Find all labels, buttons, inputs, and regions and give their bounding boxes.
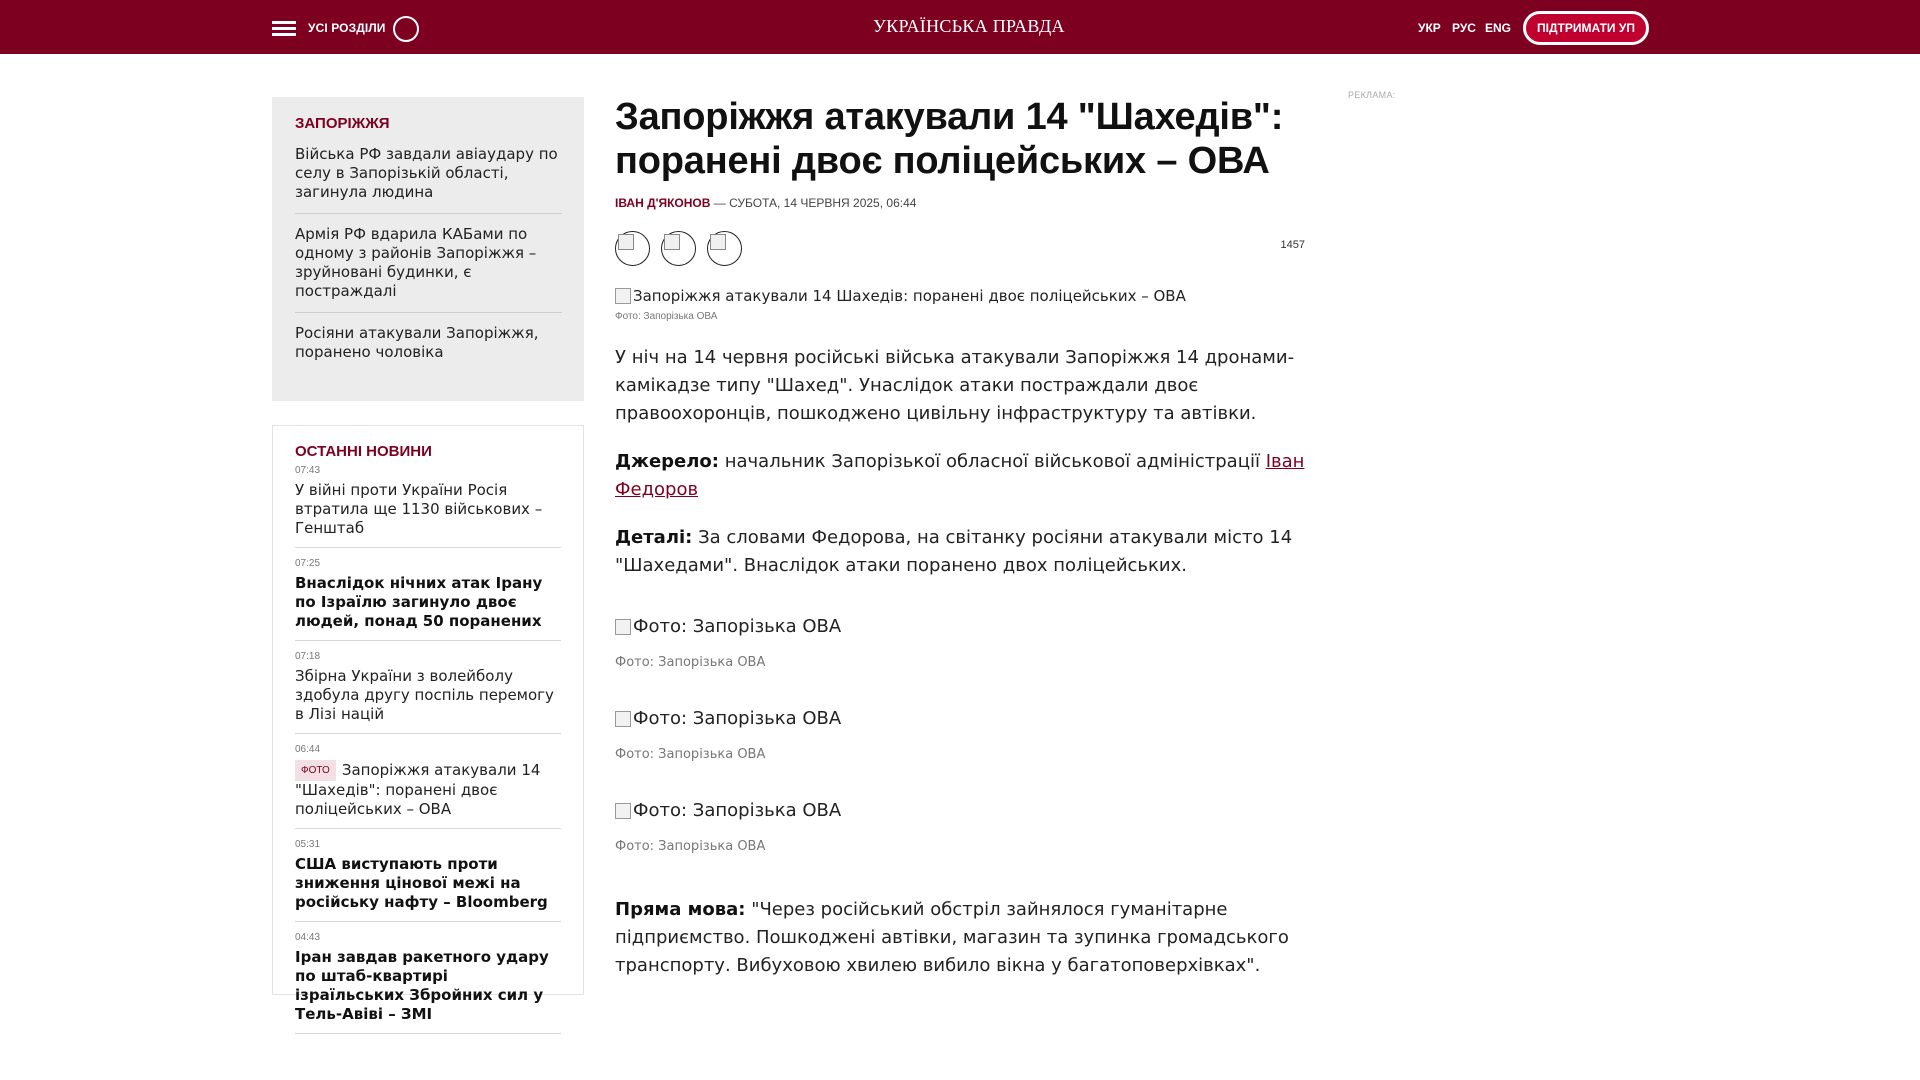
news-title-text[interactable]: Запоріжжя атакували 14 "Шахедів": поранені двоє поліцейських – ОВА bbox=[295, 761, 541, 818]
news-time: 07:43 bbox=[295, 465, 321, 476]
all-sections-link[interactable]: УСІ РОЗДІЛИ bbox=[308, 21, 386, 35]
related-item[interactable]: Росіяни атакували Запоріжжя, поранено чоловіка bbox=[295, 324, 539, 361]
photo-figure bbox=[615, 616, 1305, 670]
photo[interactable] bbox=[615, 616, 1305, 637]
ad-label: РЕКЛАМА: bbox=[1348, 90, 1396, 100]
latest-title[interactable]: ОСТАННІ НОВИНИ bbox=[295, 443, 432, 460]
photo-tag: ФОТО bbox=[295, 760, 336, 781]
details-lead: Деталі: bbox=[615, 527, 693, 548]
photo-caption: Фото: Запорізька ОВА bbox=[615, 839, 766, 854]
article-paragraph: У ніч на 14 червня російські війська атакували Запоріжжя 14 дронами-камікадзе типу "Шахед". Унаслідок атаки постраждали двоє правоохоронців, пошкоджено цивільну інфраструктуру та автівки. bbox=[615, 347, 1295, 424]
news-title[interactable]: Іран завдав ракетного удару по штаб-квартирі ізраїльських Збройних сил у Тель-Авіві – ЗМІ bbox=[295, 948, 549, 1023]
news-time: 06:44 bbox=[295, 744, 321, 755]
main-image-caption: Фото: Запорізька ОВА bbox=[615, 311, 718, 322]
author-link[interactable]: ІВАН Д'ЯКОНОВ bbox=[615, 196, 711, 210]
source-link[interactable]: Іван Федоров bbox=[615, 451, 1305, 500]
broken-image-icon bbox=[615, 619, 631, 635]
view-count: 1457 bbox=[1280, 239, 1305, 251]
news-item[interactable] bbox=[295, 932, 561, 1034]
latest-news-box bbox=[272, 425, 584, 1023]
related-item[interactable]: Армія РФ вдарила КАБами по одному з районів Запоріжжя – зруйновані будинки, є постраждалі bbox=[295, 225, 562, 313]
article-headline: Запоріжжя атакували 14 "Шахедів": поранені двоє поліцейських – ОВА bbox=[615, 96, 1284, 182]
photo-caption: Фото: Запорізька ОВА bbox=[615, 747, 766, 762]
news-item[interactable] bbox=[295, 465, 561, 548]
support-button[interactable]: ПІДТРИМАТИ УП bbox=[1523, 11, 1649, 45]
photo-alt: Фото: Запорізька ОВА bbox=[633, 800, 842, 821]
related-title[interactable]: ЗАПОРІЖЖЯ bbox=[295, 115, 390, 132]
photo[interactable] bbox=[615, 800, 1305, 821]
source-paragraph bbox=[615, 448, 1305, 504]
news-item[interactable] bbox=[295, 558, 561, 641]
news-title[interactable]: США виступають проти зниження цінової межі на російську нафту – Bloomberg bbox=[295, 855, 548, 911]
photo-figure bbox=[615, 800, 1305, 854]
news-title[interactable]: Збірна України з волейболу здобула другу поспіль перемогу в Лізі націй bbox=[295, 667, 554, 723]
byline-dash: — bbox=[713, 196, 730, 210]
broken-image-icon bbox=[615, 803, 631, 819]
quote-paragraph bbox=[615, 896, 1305, 980]
details-paragraph bbox=[615, 524, 1305, 580]
top-bar bbox=[0, 0, 1920, 54]
share-twitter-icon[interactable] bbox=[661, 231, 696, 266]
news-title[interactable]: Внаслідок нічних атак Ірану по Ізраїлю загинуло двоє людей, понад 50 поранених bbox=[295, 574, 543, 630]
quote-lead: Пряма мова: bbox=[615, 899, 746, 920]
share-facebook-icon[interactable] bbox=[615, 231, 650, 266]
byline bbox=[615, 196, 1305, 210]
share-telegram-icon[interactable] bbox=[707, 231, 742, 266]
publish-date: СУБОТА, 14 ЧЕРВНЯ 2025, 06:44 bbox=[729, 196, 917, 210]
broken-image-icon bbox=[615, 711, 631, 727]
source-lead: Джерело: bbox=[615, 451, 719, 472]
source-text: начальник Запорізької обласної військової адміністрації bbox=[724, 451, 1260, 472]
share-row bbox=[615, 231, 1305, 265]
article bbox=[615, 95, 1305, 995]
site-logo-text: УКРАЇНСЬКА ПРАВДА bbox=[873, 16, 1065, 36]
news-title[interactable]: У війні проти України Росія втратила ще 1130 військових – Генштаб bbox=[295, 481, 543, 537]
broken-image-icon bbox=[615, 288, 631, 304]
lang-eng[interactable]: ENG bbox=[1485, 21, 1512, 35]
related-item[interactable]: Війська РФ завдали авіаудару по селу в Запорізькій області, загинула людина bbox=[295, 145, 562, 214]
lang-ukr[interactable]: УКР bbox=[1418, 21, 1441, 35]
main-image bbox=[615, 287, 1305, 305]
news-time: 07:25 bbox=[295, 558, 321, 569]
details-text: За словами Федорова, на світанку росіяни атакували місто 14 "Шахедами". Внаслідок атаки поранено двох поліцейських. bbox=[615, 527, 1293, 576]
lang-rus[interactable]: РУС bbox=[1452, 21, 1476, 35]
news-item[interactable] bbox=[295, 839, 561, 922]
news-item[interactable] bbox=[295, 744, 561, 829]
news-time: 07:18 bbox=[295, 651, 321, 662]
quote-text: "Через російський обстріл зайнялося гуманітарне підприємство. Пошкоджені автівки, магазин та зупинка громадського транспорту. Вибуховою хвилею вибило вікна у багатоповерхівках". bbox=[615, 899, 1289, 976]
main-image-alt: Запоріжжя атакували 14 Шахедів: поранені двоє поліцейських – ОВА bbox=[633, 287, 1186, 305]
news-item[interactable] bbox=[295, 651, 561, 734]
news-time: 04:43 bbox=[295, 932, 321, 943]
news-time: 05:31 bbox=[295, 839, 321, 850]
news-title-with-tag[interactable] bbox=[295, 760, 561, 819]
photo[interactable] bbox=[615, 708, 1305, 729]
photo-alt: Фото: Запорізька ОВА bbox=[633, 708, 842, 729]
photo-figure bbox=[615, 708, 1305, 762]
photo-alt: Фото: Запорізька ОВА bbox=[633, 616, 842, 637]
photo-caption: Фото: Запорізька ОВА bbox=[615, 655, 766, 670]
related-news-box bbox=[272, 97, 584, 401]
